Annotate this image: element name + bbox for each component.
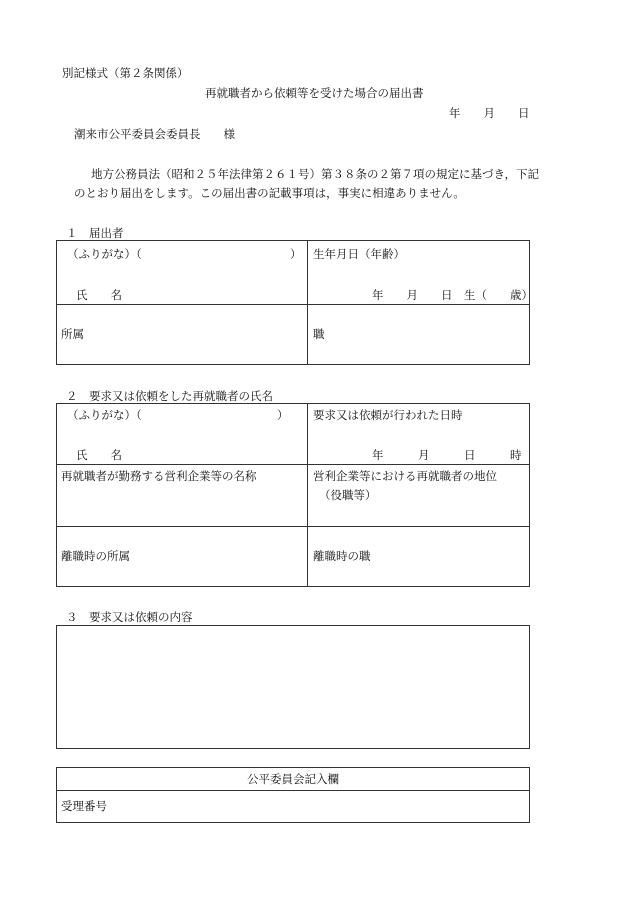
furigana-label: （ふりがな）（ [67,247,142,261]
request-content-box[interactable] [56,625,530,749]
name-label: 氏 名 [76,288,122,302]
section2-heading: ２ 要求又は依頼をした再就職者の氏名 [66,389,273,403]
company-name-label: 再就職者が勤務する営利企業等の名称 [61,469,257,483]
intro-line-1: 地方公務員法（昭和２５年法律第２６１号）第３８条の２第７項の規定に基づき，下記 [91,167,540,181]
section3-heading: ３ 要求又は依頼の内容 [66,610,193,624]
applicant-table [56,240,533,365]
intro-line-2: のとおり届出をします。この届出書の記載事項は，事実に相違ありません。 [74,186,465,200]
office-use-heading: 公平委員会記入欄 [247,772,339,786]
form-label: 別記様式（第２条関係） [62,66,189,80]
section1-heading: １ 届出者 [66,226,124,240]
retirement-position-label: 離職時の職 [313,549,371,563]
reemployee-status-sub: （役職等） [319,488,377,502]
birthdate-value: 年 月 日 生（ 歳） [372,288,533,302]
affiliation-label: 所属 [61,327,84,341]
reemployee-status-label: 営利企業等における再就職者の地位 [313,469,497,483]
receipt-number-label: 受理番号 [61,799,107,813]
reemployee-furigana-label: （ふりがな）（ [67,408,142,422]
addressee: 潮来市公平委員会委員長 様 [74,127,235,141]
date-line: 年 月 日 [449,106,530,120]
reemployee-table [56,403,530,587]
document-title: 再就職者から依頼等を受けた場合の届出書 [205,86,424,100]
request-datetime-value: 年 月 日 時 [372,448,522,462]
request-datetime-label: 要求又は依頼が行われた日時 [313,408,463,422]
reemployee-name-label: 氏 名 [76,448,122,462]
reemployee-furigana-close: ） [277,408,289,422]
position-label: 職 [313,327,325,341]
birthdate-label: 生年月日（年齢） [313,247,405,261]
furigana-close: ） [290,247,302,261]
office-use-table [56,767,530,823]
retirement-affiliation-label: 離職時の所属 [61,549,130,563]
